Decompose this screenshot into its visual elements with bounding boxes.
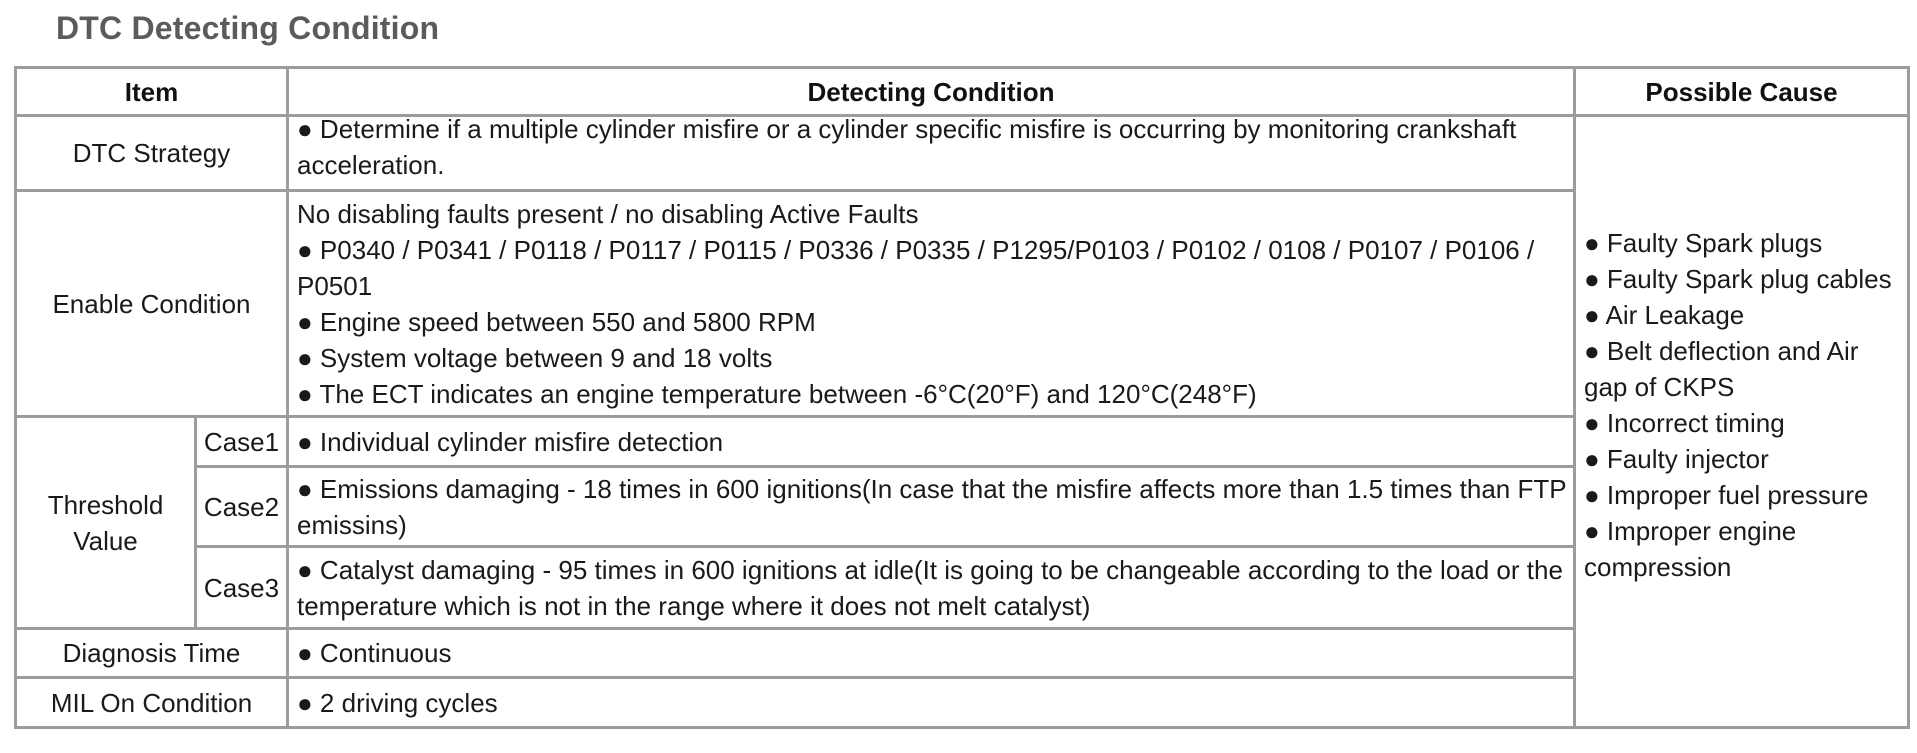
cause-item: ● Faulty Spark plugs — [1584, 228, 1823, 258]
cause-item: ● Improper engine compression — [1584, 516, 1797, 582]
dtc-table — [14, 66, 1910, 729]
item-threshold-value — [16, 417, 196, 629]
case-label: Case1 — [196, 417, 288, 467]
condition-line: ● The ECT indicates an engine temperature between -6°C(20°F) and 120°C(248°F) — [297, 378, 1257, 409]
item-mil-on-condition: MIL On Condition — [16, 678, 288, 728]
cause-item: ● Incorrect timing — [1584, 408, 1785, 438]
cause-item: ● Air Leakage — [1584, 300, 1745, 330]
possible-cause-cell — [1575, 116, 1909, 728]
item-dtc-strategy: DTC Strategy — [16, 116, 288, 191]
header-possible-cause: Possible Cause — [1575, 68, 1909, 116]
header-detecting-condition: Detecting Condition — [288, 68, 1575, 116]
threshold-label-line2: Value — [73, 525, 138, 556]
condition-case3: ● Catalyst damaging - 95 times in 600 ignitions at idle(It is going to be changeable according to the load or the temperature which is not in the range where it does not melt catalyst) — [288, 547, 1575, 629]
header-row — [16, 68, 1909, 116]
condition-text: ● Determine if a multiple cylinder misfire or a cylinder specific misfire is occurring by monitoring crankshaft acceleration. — [297, 114, 1517, 180]
case-label: Case2 — [196, 467, 288, 547]
cause-item: ● Belt deflection and Air gap of CKPS — [1584, 336, 1859, 402]
condition-enable — [288, 191, 1575, 417]
condition-line: ● P0340 / P0341 / P0118 / P0117 / P0115 / P0336 / P0335 / P1295/P0103 / P0102 / 0108 / P0107 / P0106 / P0501 — [297, 234, 1535, 301]
row-dtc-strategy — [16, 116, 1909, 191]
condition-line: No disabling faults present / no disabling Active Faults — [297, 198, 919, 229]
condition-case2: ● Emissions damaging - 18 times in 600 ignitions(In case that the misfire affects more than 1.5 times than FTP emissins) — [288, 467, 1575, 547]
threshold-label-line1: Threshold — [47, 489, 164, 520]
condition-case1: ● Individual cylinder misfire detection — [288, 417, 1575, 467]
condition-line: ● Engine speed between 550 and 5800 RPM — [297, 306, 816, 337]
condition-mil-on: ● 2 driving cycles — [288, 678, 1575, 728]
condition-line: ● System voltage between 9 and 18 volts — [297, 342, 773, 373]
condition-diagnosis-time: ● Continuous — [288, 629, 1575, 678]
item-enable-condition: Enable Condition — [16, 191, 288, 417]
cause-item: ● Faulty injector — [1584, 444, 1769, 474]
cause-item: ● Improper fuel pressure — [1584, 480, 1869, 510]
header-item: Item — [16, 68, 288, 116]
cause-item: ● Faulty Spark plug cables — [1584, 264, 1892, 294]
item-diagnosis-time: Diagnosis Time — [16, 629, 288, 678]
page-title: DTC Detecting Condition — [56, 10, 440, 46]
condition-dtc-strategy — [288, 116, 1575, 191]
case-label: Case3 — [196, 547, 288, 629]
